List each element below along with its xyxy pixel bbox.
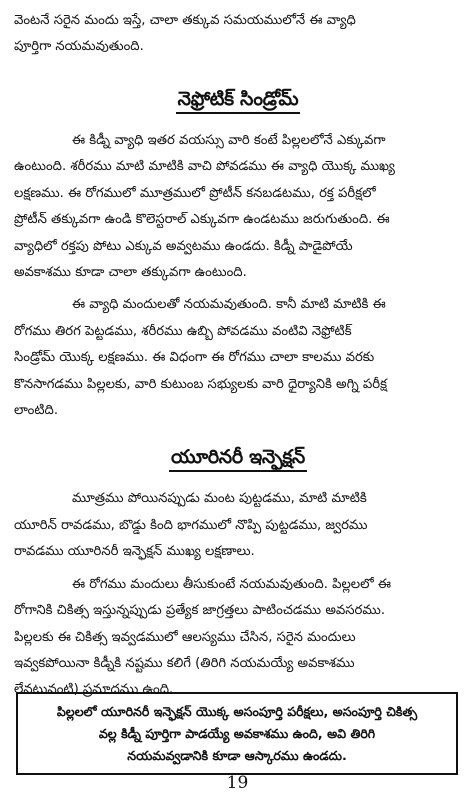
page-number: 19 (226, 773, 249, 793)
uti-heading-block (14, 444, 462, 486)
nephrotic-paragraph-2: ఈ వ్యాధి మందులతో నయమవుతుంది. కానీ మాటి మాటికి ఈ రోగము తిరగ పెట్టడము, శరీరము ఉబ్బి పోవడము వంటివి నెఫ్రోటిక్ సిండ్రోమ్ యొక్క లక్షణము. ఈ విధంగా ఈ రోగము చాలా కాలము వరకు కొనసాగడము పిల్లలకు, వారి కుటుంబ సభ్యులకు వారి ధైర్యానికి అగ్ని పరీక్ష లాంటిది. (14, 297, 387, 419)
nephrotic-paragraph-1: ఈ కిడ్నీ వ్యాధి ఇతర వయస్సు వారి కంటే పిల్లలలోనే ఎక్కువగా ఉంటుంది. శరీరము మాటి మాటికి వాచి పోవడము ఈ వ్యాధి యొక్క ముఖ్య లక్షణము. ఈ రోగములో మూత్రములో ప్రోటీన్ కనబడటము, రక్త పరీక్షలో ప్రోటీన్ తక్కువగా ఉండి కొలెస్టరాల్ ఎక్కువగా ఉండటము జరుగుతుంది. ఈ వ్యాధిలో రక్తపు పోటు ఎక్కువ అవ్వటము ఉండదు. కిడ్నీ పాడైపోయే అవకాశము కూడా చాలా తక్కువగా ఉంటుంది. (14, 133, 395, 281)
uti-paragraph-2: ఈ రోగము మందులు తీసుకుంటే నయమవుతుంది. పిల్లలలో ఈ రోగానికి చికిత్స ఇస్తున్నప్పుడు ప్రత్యేక జాగ్రత్తలు పాటించడము అవసరము. పిల్లలకు ఈ చికిత్స ఇవ్వడములో ఆలస్యము చేసిన, సరైన మందులు ఇవ్వకపోయినా కిడ్నీకి నష్టము కలిగే (తిరిగి నయమయ్యే అవకాశము లేనటువంటి) ప్రమాదము ఉంది. (14, 576, 392, 698)
section-heading-nephrotic-syndrome: నెఫ్రోటిక్ సిండ్రోమ్ (176, 86, 301, 114)
uti-paragraph-1: మూత్రము పోయినప్పుడు మంట పుట్టడము, మాటి మాటికి యూరిన్ రావడము, బొడ్డు కింది భాగములో నొప్పి పుట్టడము, జ్వరము రావడము యూరినరీ ఇన్ఫెక్షన్ ముఖ్య లక్షణాలు. (14, 491, 368, 560)
book-page (14, 8, 462, 704)
intro-paragraph: వెంటనే సరైన మందు ఇస్తే, చాలా తక్కువ సమయములోనే ఈ వ్యాధి పూర్తిగా నయమవుతుంది. (14, 13, 356, 55)
section-heading-urinary-infection: యూరినరీ ఇన్ఫెక్షన్ (169, 444, 307, 472)
highlight-note-box: పిల్లలలో యూరినరీ ఇన్ఫెక్షన్ యొక్క అసంపూర్తి పరీక్షలు, అసంపూర్తి చికిత్స వల్ల కిడ్నీ పూర్తిగా పాడయ్యే అవకాశము ఉంది, అవి తిరిగి నయమవ్వడానికి కూడా ఆస్కారము ఉండదు. (16, 692, 458, 775)
nephrotic-heading-block (14, 86, 462, 128)
